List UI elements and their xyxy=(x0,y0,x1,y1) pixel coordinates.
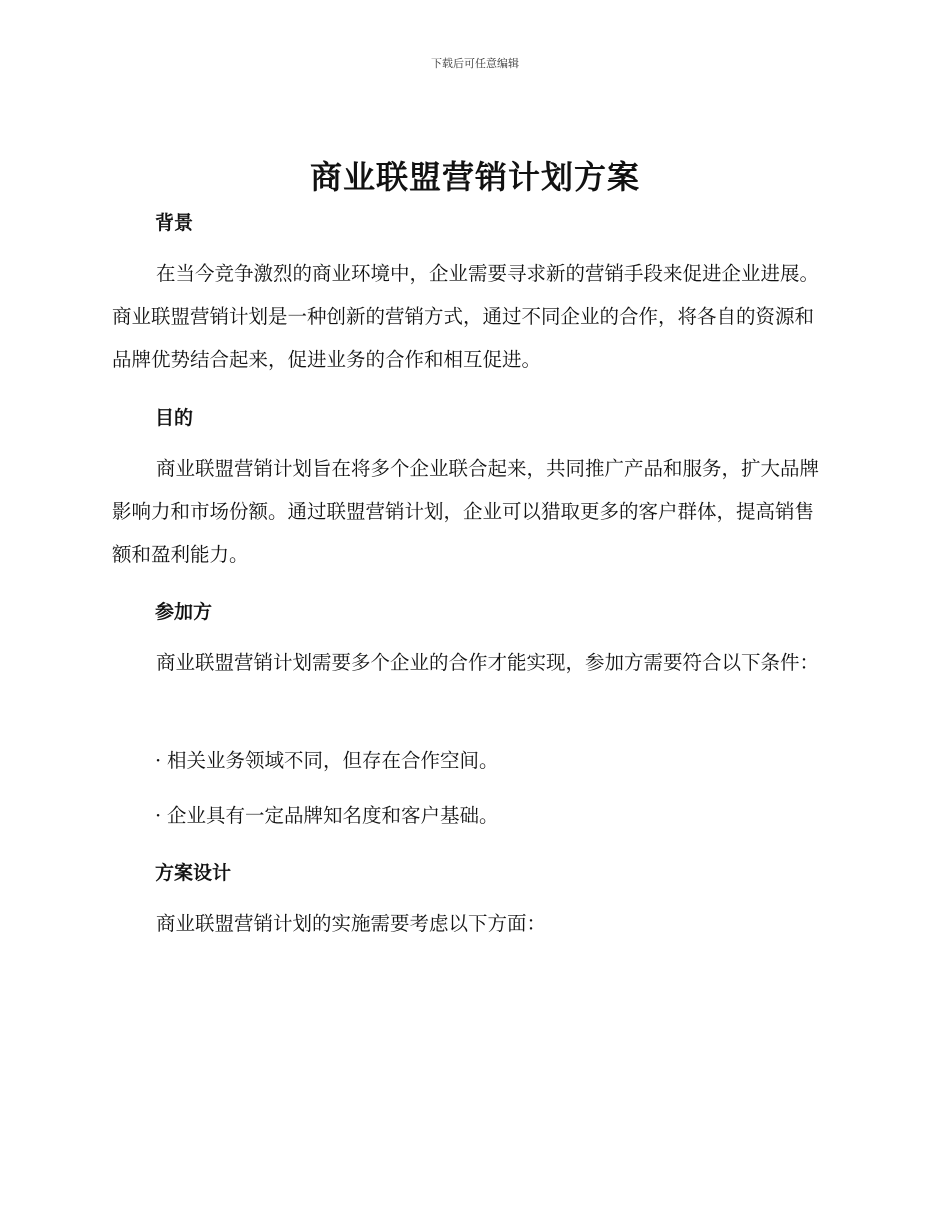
section-heading-plan-design: 方案设计 xyxy=(155,862,232,884)
section-paragraph-plan-design: 商业联盟营销计划的实施需要考虑以下方面： xyxy=(156,912,547,935)
section-heading-background: 背景 xyxy=(155,212,194,234)
section-heading-participants: 参加方 xyxy=(155,601,213,623)
header-note: 下载后可任意编辑 xyxy=(431,57,519,70)
section-heading-purpose: 目的 xyxy=(155,407,194,429)
list-item-text: 企业具有一定品牌知名度和客户基础。 xyxy=(167,804,499,827)
section-paragraph-purpose: 商业联盟营销计划旨在将多个企业联合起来，共同推广产品和服务，扩大品牌影响力和市场份额。通过联盟营销计划，企业可以猎取更多的客户群体，提高销售额和盈利能力。 xyxy=(112,457,820,566)
bullet-marker: · xyxy=(155,749,162,772)
section-paragraph-background: 在当今竞争激烈的商业环境中，企业需要寻求新的营销手段来促进企业进展。商业联盟营销计划是一种创新的营销方式，通过不同企业的合作，将各自的资源和品牌优势结合起来，促进业务的合作和相互促进。 xyxy=(112,262,820,371)
bullet-marker: · xyxy=(155,804,162,827)
list-item xyxy=(155,803,499,829)
section-paragraph-participants: 商业联盟营销计划需要多个企业的合作才能实现，参加方需要符合以下条件： xyxy=(156,651,820,674)
document-title: 商业联盟营销计划方案 xyxy=(309,158,640,196)
list-item xyxy=(155,748,499,774)
list-item-text: 相关业务领域不同，但存在合作空间。 xyxy=(167,749,499,772)
